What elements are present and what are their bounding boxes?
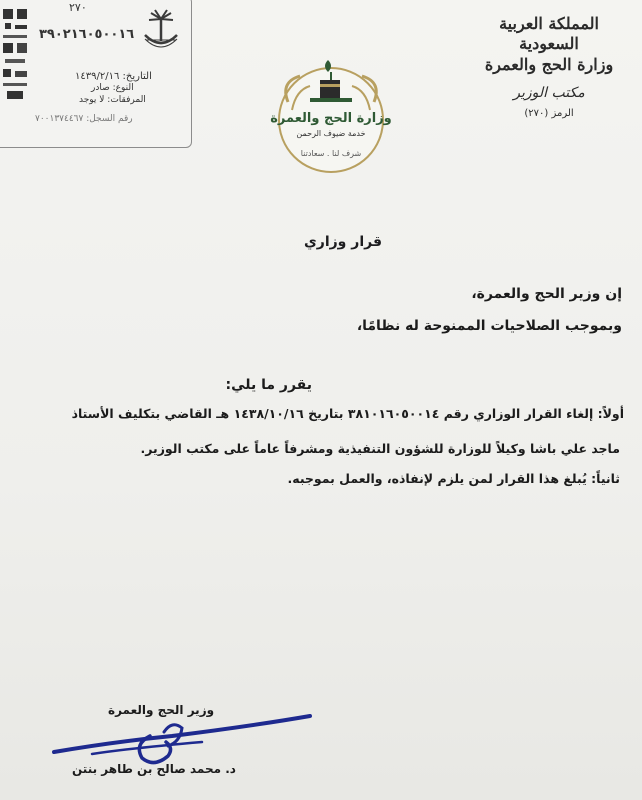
item-2: ثانياً: يُبلغ هذا القرار لمن يلزم لإنفاذه، والعمل بموجبه.	[287, 471, 620, 486]
stamp-register-number: رقم السجل: ٧٠٠١٣٧٤٤٦٧	[35, 114, 133, 124]
qr-code-icon	[1, 7, 31, 103]
ministry-logo	[270, 50, 392, 176]
decides-line: يقرر ما يلي:	[225, 377, 312, 393]
ministry-name: وزارة الحج والعمرة	[484, 55, 614, 74]
palm-swords-emblem-icon	[141, 9, 181, 53]
logo-title: وزارة الحج والعمرة	[270, 111, 392, 126]
office-name: مكتب الوزير	[513, 85, 585, 101]
item-1-line-2: ماجد علي باشا وكيلاً للوزارة للشؤون التنفيذية ومشرفاً عاماً على مكتب الوزير.	[140, 441, 620, 456]
logo-slogan: خدمة ضيوف الرحمن	[296, 129, 366, 138]
stamp-number-main: ٣٩٠٢١٦٠٥٠٠١٦	[39, 27, 135, 42]
office-code: الرمز (٢٧٠)	[524, 108, 574, 119]
stamp-type: النوع: صادر	[91, 83, 134, 93]
opening-line-2: وبموجب الصلاحيات الممنوحة له نظامًا،	[356, 318, 622, 334]
opening-line-1: إن وزير الحج والعمرة،	[471, 286, 622, 302]
ministry-letterhead	[474, 14, 624, 122]
signatory-name: د. محمد صالح بن طاهر بنتن	[72, 762, 236, 776]
logo-ring-text: شرف لنا . سعادتنا	[300, 149, 362, 158]
registration-stamp	[0, 0, 192, 148]
item-1-line-1: أولاً: إلغاء القرار الوزاري رقم ٣٨١٠١٦٠٥٠٠١٤ بتاريخ ١٤٣٨/١٠/١٦ هـ القاضي بتكليف الأستاذ	[71, 406, 624, 421]
stamp-attachments: المرفقات: لا يوجد	[79, 95, 146, 105]
stamp-date: التاريخ: ١٤٣٩/٢/١٦	[75, 71, 152, 82]
decree-title: قرار وزاري	[303, 234, 382, 250]
kingdom-name: المملكة العربية السعودية	[499, 14, 599, 53]
stamp-number-top: ٢٧٠	[69, 1, 87, 14]
signatory-role: وزير الحج والعمرة	[108, 703, 215, 717]
